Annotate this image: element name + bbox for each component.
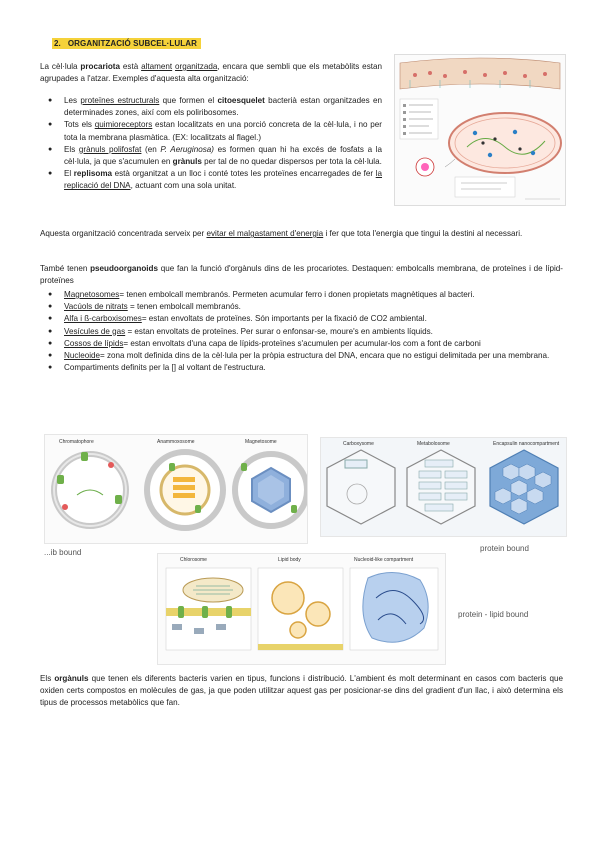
section-heading	[52, 38, 201, 49]
bacterial-cell-figure	[394, 54, 566, 206]
list-item: ● Alfa i ß-carboxisomes= estan envoltats de proteïnes. Són importants per la fixació de CO2 ambiental.	[40, 313, 563, 325]
list-item: ● Vesícules de gas = estan envoltats de proteïnes. Per surar o enfonsar-se, moure's en ambients líquids.	[40, 326, 563, 338]
organelle-list	[40, 289, 563, 374]
membrane-bound-figure	[44, 434, 308, 544]
intro-bullets	[40, 95, 382, 193]
list-item: ● Vacúols de nitrats = tenen embolcall membranós.	[40, 301, 563, 313]
list-item: ● Magnetosomes= tenen embolcall membranós. Permeten acumular ferro i donen propietats magnètiques al bacteri.	[40, 289, 563, 301]
intro-paragraph: La cèl·lula procariota està altament organitzada, encara que sembli que els metabòlits estan agrupades a l'atzar. Exemples d'aquesta alta organització:	[40, 62, 382, 84]
list-item: ● Les proteïnes estructurals que formen el citoesquelet bacterià estan organitzades en determinades zones, així com els poliribosomes.	[40, 95, 382, 119]
fig2-label-metabolosome: Metabolosome	[417, 441, 450, 447]
caption-membrane-bound: ...ib bound	[44, 548, 82, 557]
list-item: ● Compartiments definits per la [] al voltant de l'estructura.	[40, 362, 563, 374]
protein-lipid-bound-figure	[157, 553, 446, 665]
list-item: ● Els grànuls polifosfat (en P. Aeruginosa) es formen quan hi ha excés de fosfats a la cèl·lula, ja que s'acumulen en grànuls per tal de no quedar dispersos per tota la cèl·lula.	[40, 144, 382, 168]
fig3-label-chlorosome: Chlorosome	[180, 557, 207, 563]
fig1-label-chromatophore: Chromatophore	[59, 439, 94, 445]
pseudoorganoids-paragraph: També tenen pseudoorganoids que fan la funció d'orgànuls dins de les procariotes. Destaquen: embolcalls membrana, de proteïnes i de lípid-proteïnes	[40, 264, 563, 286]
list-item: ● Cossos de lípids= estan envoltats d'una capa de lípids-proteïnes s'acumulen per acumular-los com a font de carboni	[40, 338, 563, 350]
final-paragraph: Els orgànuls que tenen els diferents bacteris varien en tipus, funcions i distribució. L'ambient és molt determinant en casos com bacteris que oxiden certs compostos en molècules de gas, ja que poden utilitzar aquest gas per posicionar-se dins del gradient d'un llac, i això determina els tipus de processos metabòlics que fan.	[40, 674, 563, 708]
fig1-label-magnetosome: Magnetosome	[245, 439, 277, 445]
caption-protein-bound: protein bound	[480, 544, 529, 553]
list-item: ● Nucleoide= zona molt definida dins de la cèl·lula per la pròpia estructura del DNA, encara que no estigui delimitada per una membrana.	[40, 350, 563, 362]
fig1-label-anammoxosome: Anammoxosome	[157, 439, 195, 445]
fig3-label-lipid-body: Lipid body	[278, 557, 301, 563]
fig2-label-carboxysome: Carboxysome	[343, 441, 374, 447]
section-number: 2.	[54, 39, 61, 48]
list-item: ● Tots els quimioreceptors estan localitzats en una porció concreta de la cèl·lula, i no per tota la membrana plasmàtica. (EX: localitzats al flagel.)	[40, 119, 382, 143]
section-title: ORGANITZACIÓ SUBCEL·LULAR	[67, 39, 197, 48]
fig3-label-nucleoid: Nucleoid-like compartment	[354, 557, 414, 563]
fig2-label-encapsulin: Encapsulin nanocompartment	[493, 441, 560, 447]
protein-bound-figure	[320, 437, 567, 537]
caption-protein-lipid-bound: protein - lipid bound	[458, 610, 529, 619]
energy-paragraph: Aquesta organització concentrada serveix per evitar el malgastament d'energia i fer que tota l'energia que tingui la destini al necessari.	[40, 229, 523, 238]
list-item: ● El replisoma està organitzat a un lloc i conté totes les proteïnes encarregades de fer la replicació del DNA, actuant com una sola unitat.	[40, 168, 382, 192]
